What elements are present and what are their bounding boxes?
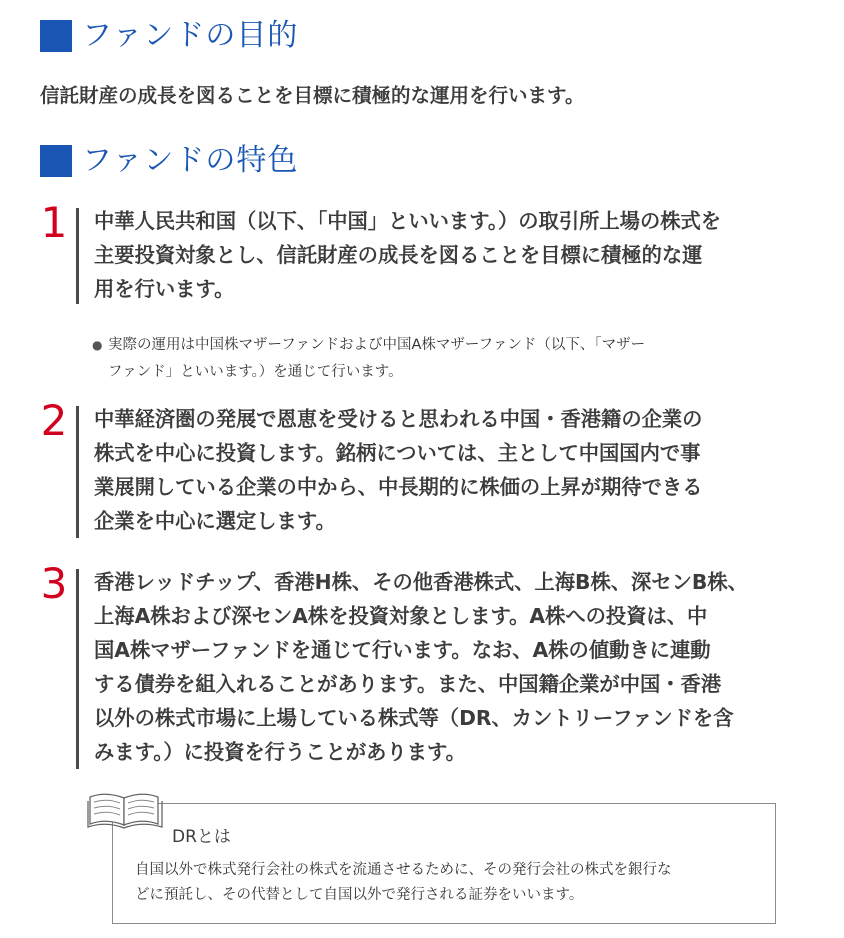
feature-line: 主要投資対象とし、信託財産の成長を図ることを目標に積極的な運 bbox=[94, 243, 703, 267]
feature-divider bbox=[76, 208, 79, 304]
heading-square-icon bbox=[40, 20, 72, 52]
purpose-text: 信託財産の成長を図ることを目標に積極的な運用を行います。 bbox=[40, 84, 585, 107]
dr-box-text bbox=[135, 858, 672, 908]
feature-text bbox=[94, 204, 784, 306]
features-heading-title: ファンドの特色 bbox=[82, 143, 299, 178]
feature-line: 業展開している企業の中から、中長期的に株価の上昇が期待できる bbox=[94, 475, 703, 499]
open-book-icon bbox=[86, 789, 164, 831]
feature-line: 以外の株式市場に上場している株式等（DR、カントリーファンドを含 bbox=[94, 706, 734, 730]
feature-line: 上海A株および深センA株を投資対象とします。A株への投資は、中 bbox=[94, 604, 708, 628]
heading-square-icon bbox=[40, 145, 72, 177]
feature-line: 用を行います。 bbox=[94, 277, 235, 301]
feature-note bbox=[92, 332, 645, 386]
feature-line: 中華経済圏の発展で恩恵を受けると思われる中国・香港籍の企業の bbox=[94, 407, 703, 431]
feature-line: 中華人民共和国（以下、「中国」といいます。）の取引所上場の株式を bbox=[94, 209, 722, 233]
feature-text bbox=[94, 402, 784, 538]
feature-line: 株式を中心に投資します。銘柄については、主として中国国内で事 bbox=[94, 441, 701, 465]
feature-note-line bbox=[92, 332, 645, 359]
feature-text bbox=[94, 565, 784, 769]
feature-line: みます。）に投資を行うことがあります。 bbox=[94, 740, 466, 764]
feature-number: 1 bbox=[40, 198, 68, 247]
feature-divider bbox=[76, 569, 79, 769]
purpose-heading-title: ファンドの目的 bbox=[82, 18, 299, 53]
feature-note-text: 実際の運用は中国株マザーファンドおよび中国A株マザーファンド（以下、「マザー bbox=[108, 337, 646, 353]
feature-note-line: ファンド」といいます。）を通じて行います。 bbox=[108, 364, 403, 380]
feature-divider bbox=[76, 406, 79, 538]
feature-line: 国A株マザーファンドを通じて行います。なお、A株の値動きに連動 bbox=[94, 638, 711, 662]
bullet-icon: ● bbox=[92, 338, 103, 352]
feature-number: 3 bbox=[40, 559, 68, 608]
feature-number: 2 bbox=[40, 396, 68, 445]
dr-box-line: どに預託し、その代替として自国以外で発行される証券をいいます。 bbox=[135, 887, 584, 903]
feature-line: する債券を組入れることがあります。また、中国籍企業が中国・香港 bbox=[94, 672, 722, 696]
feature-line: 香港レッドチップ、香港H株、その他香港株式、上海B株、深センB株、 bbox=[94, 570, 748, 594]
purpose-heading bbox=[40, 20, 298, 52]
dr-box-line: 自国以外で株式発行会社の株式を流通させるために、その発行会社の株式を銀行な bbox=[135, 862, 672, 878]
feature-line: 企業を中心に選定します。 bbox=[94, 509, 336, 533]
features-heading bbox=[40, 145, 298, 177]
dr-box-title: DRとは bbox=[172, 827, 231, 847]
